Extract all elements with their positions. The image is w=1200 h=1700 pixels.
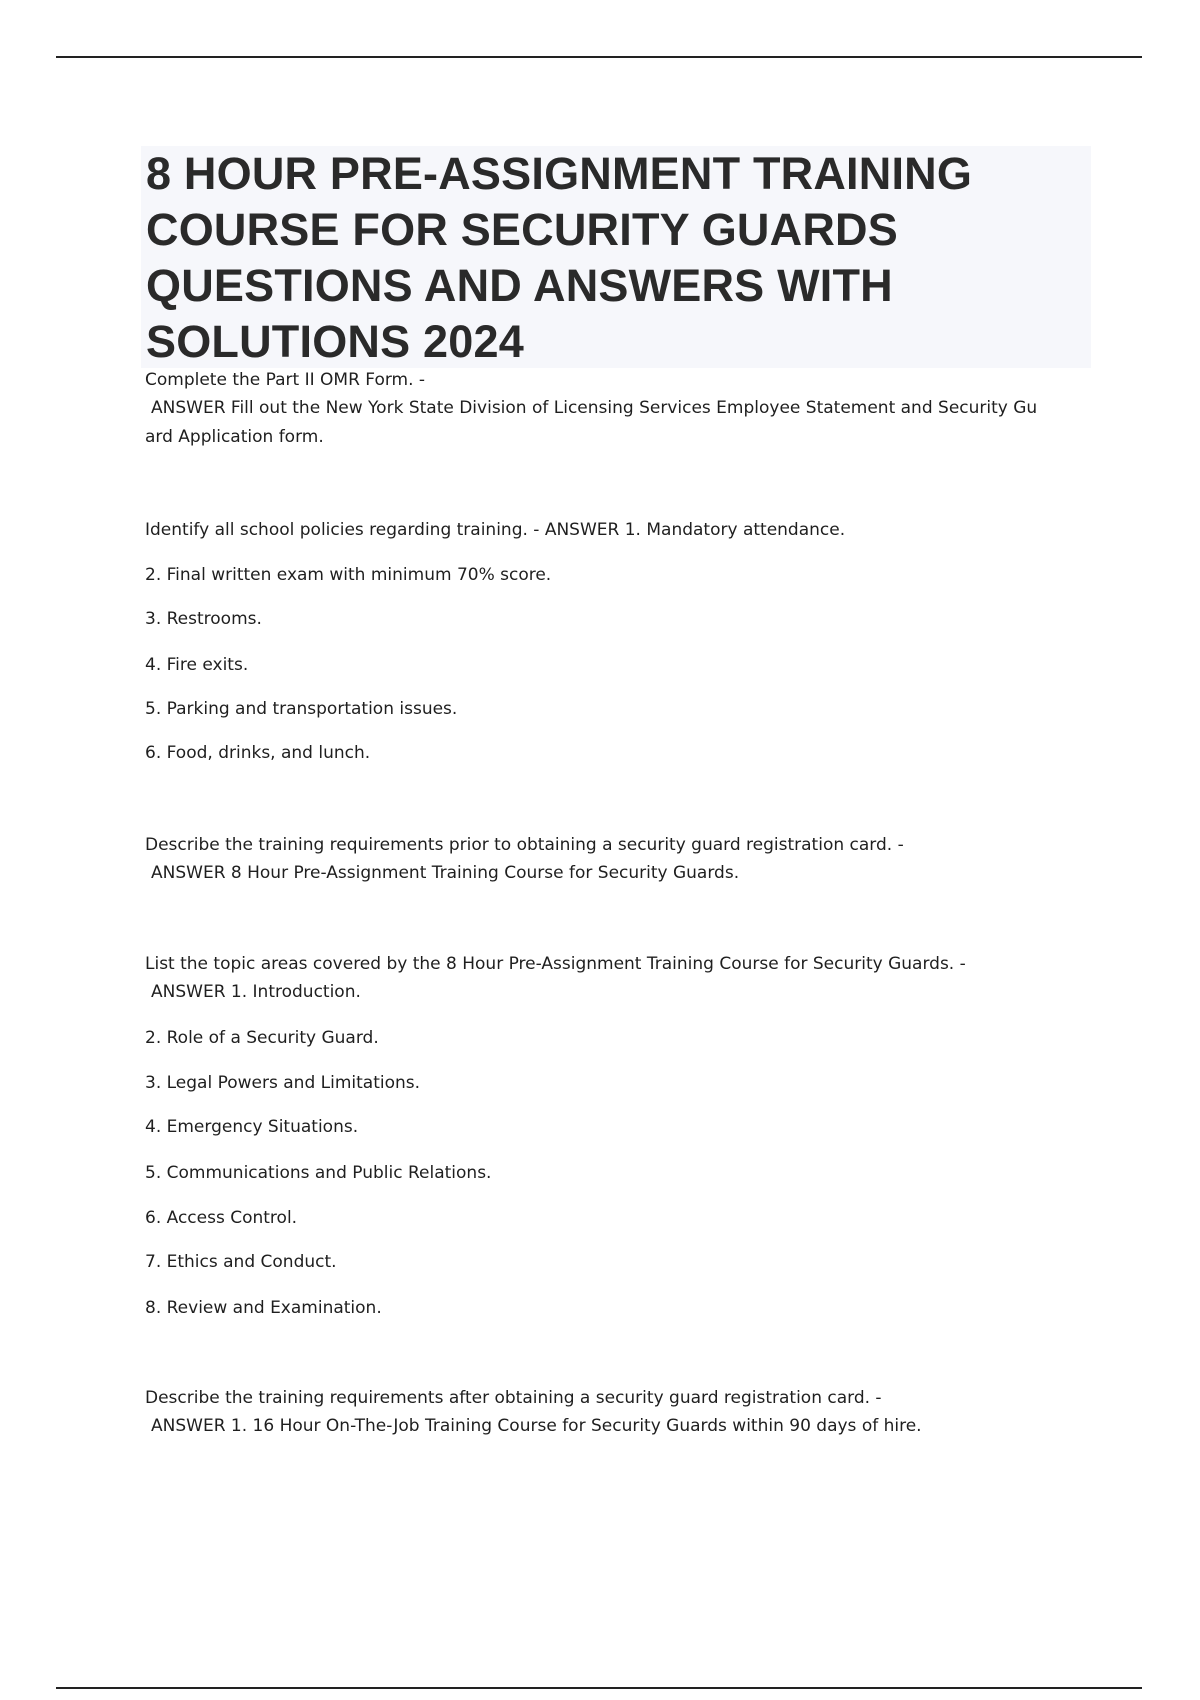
document-title: 8 HOUR PRE-ASSIGNMENT TRAINING COURSE FOR SECURITY GUARDS QUESTIONS AND ANSWERS WITH SOLUTIONS 2024 [146, 148, 973, 367]
question-1: Complete the Part II OMR Form. - [145, 370, 426, 390]
list-item: 2. Final written exam with minimum 70% score. [145, 565, 552, 585]
bottom-rule [56, 1687, 1142, 1689]
list-item: 6. Access Control. [145, 1208, 298, 1228]
answer-1-line-2: ard Application form. [145, 427, 324, 447]
question-4: List the topic areas covered by the 8 Hour Pre-Assignment Training Course for Security Guards. - [145, 954, 966, 974]
list-item: 6. Food, drinks, and lunch. [145, 743, 371, 763]
list-item: 3. Legal Powers and Limitations. [145, 1073, 421, 1093]
answer-5-line-1: ANSWER 1. 16 Hour On-The-Job Training Course for Security Guards within 90 days of hire. [151, 1416, 922, 1436]
list-item: 5. Communications and Public Relations. [145, 1163, 492, 1183]
top-rule [56, 56, 1142, 58]
list-item: 5. Parking and transportation issues. [145, 699, 458, 719]
list-item: 2. Role of a Security Guard. [145, 1028, 379, 1048]
answer-3-line-1: ANSWER 8 Hour Pre-Assignment Training Course for Security Guards. [151, 863, 740, 883]
list-item: 8. Review and Examination. [145, 1298, 382, 1318]
list-item: 4. Fire exits. [145, 655, 249, 675]
question-5: Describe the training requirements after obtaining a security guard registration card. - [145, 1388, 882, 1408]
question-2: Identify all school policies regarding training. - ANSWER 1. Mandatory attendance. [145, 520, 846, 540]
list-item: 7. Ethics and Conduct. [145, 1252, 337, 1272]
list-item: 4. Emergency Situations. [145, 1117, 359, 1137]
question-3: Describe the training requirements prior to obtaining a security guard registration card. - [145, 835, 904, 855]
answer-4-line-1: ANSWER 1. Introduction. [151, 982, 361, 1002]
answer-1-line-1: ANSWER Fill out the New York State Division of Licensing Services Employee Statement and Security Gu [151, 398, 1038, 418]
list-item: 3. Restrooms. [145, 609, 262, 629]
